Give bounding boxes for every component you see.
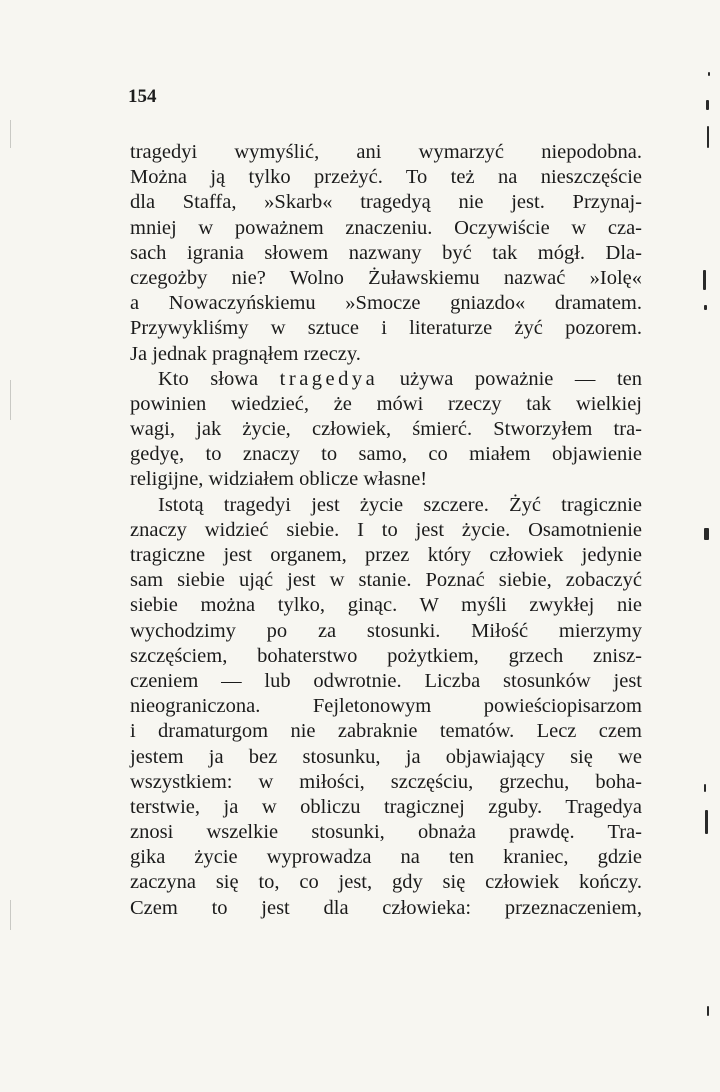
margin-mark (703, 270, 706, 290)
left-edge-shadow (10, 120, 11, 148)
text-line: szczęściem, bohaterstwo pożytkiem, grzech znisz- (130, 644, 642, 667)
margin-mark (704, 528, 709, 540)
left-edge-shadow (10, 900, 11, 930)
text-line: tragedyi wymyślić, ani wymarzyć niepodobna. (130, 141, 642, 163)
text-line: Istotą tragedyi jest życie szczere. Żyć tragicznie (158, 493, 642, 516)
margin-mark (706, 100, 709, 110)
text-line: terstwie, ja w obliczu tragicznej zguby. Tragedya (130, 795, 642, 818)
text-line: sach igrania słowem nazwany być tak mógł. Dla- (130, 241, 642, 264)
text-line: sam siebie ująć jest w stanie. Poznać siebie, zobaczyć (130, 569, 642, 592)
text-line: tragiczne jest organem, przez który człowiek jedynie (130, 544, 642, 566)
margin-mark (704, 784, 706, 792)
text-line: jestem ja bez stosunku, ja objawiający się we (130, 745, 642, 768)
text-line: dla Staffa, »Skarb« tragedyą nie jest. Przynaj- (130, 191, 642, 214)
text-line: i dramaturgom nie zabraknie tematów. Lecz czem (130, 720, 642, 743)
text-fragment: używa poważnie — ten (378, 367, 643, 390)
text-line: siebie można tylko, ginąc. W myśli zwykłej nie (130, 594, 642, 617)
text-line: Czem to jest dla człowieka: przeznaczeniem, (130, 896, 642, 919)
margin-mark (708, 72, 710, 76)
text-line: powinien wiedzieć, że mówi rzeczy tak wielkiej (130, 392, 642, 415)
margin-mark (707, 126, 709, 148)
text-line: wagi, jak życie, człowiek, śmierć. Stworzyłem tra- (130, 418, 642, 441)
body-text (130, 140, 642, 921)
text-line: Ja jednak pragnąłem rzeczy. (130, 342, 361, 365)
text-line: czeniem — lub odwrotnie. Liczba stosunków jest (130, 669, 642, 692)
text-line: czegożby nie? Wolno Żuławskiemu nazwać »Iolę« (130, 266, 642, 289)
text-line (130, 367, 642, 392)
text-fragment: Kto słowa (158, 367, 280, 390)
text-line: nieograniczona. Fejletonowym powieściopisarzom (130, 695, 642, 718)
text-line: Można ją tylko przeżyć. To też na nieszczęście (130, 166, 642, 189)
text-line: gika życie wyprowadza na ten kraniec, gdzie (130, 846, 642, 869)
margin-mark (705, 810, 708, 834)
text-line: wychodzimy po za stosunki. Miłość mierzymy (130, 619, 642, 642)
text-line: Przywykliśmy w sztuce i literaturze żyć pozorem. (130, 317, 642, 340)
left-edge-shadow (10, 380, 11, 420)
margin-mark (707, 1006, 709, 1016)
text-line: zaczyna się to, co jest, gdy się człowiek kończy. (130, 871, 642, 894)
text-line: mniej w poważnem znaczeniu. Oczywiście w cza- (130, 216, 642, 239)
text-line: znaczy widzieć siebie. I to jest życie. Osamotnienie (130, 518, 642, 541)
text-line: wszystkiem: w miłości, szczęściu, grzechu, boha- (130, 770, 642, 793)
page-number: 154 (128, 86, 157, 107)
text-line: gedyę, to znaczy to samo, co miałem objawienie (130, 443, 642, 466)
text-line: a Nowaczyńskiemu »Smocze gniazdo« dramatem. (130, 292, 642, 315)
text-line: religijne, widziałem oblicze własne! (130, 468, 428, 491)
emphasized-word: tragedya (279, 367, 379, 390)
text-line: znosi wszelkie stosunki, obnaża prawdę. Tra- (130, 821, 642, 844)
margin-mark (704, 305, 707, 310)
